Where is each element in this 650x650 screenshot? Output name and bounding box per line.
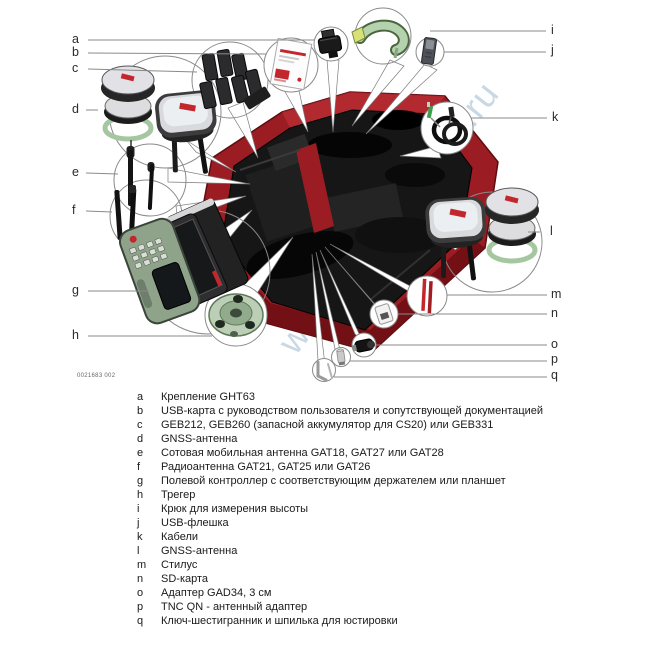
legend-letter: a (137, 391, 144, 403)
battery-pack-icon (199, 49, 271, 110)
callout-label-e: e (72, 165, 79, 179)
callout-label-h: h (72, 328, 79, 342)
legend-letter: g (137, 475, 144, 487)
tribrach-icon (209, 294, 263, 337)
legend-letter: n (137, 573, 144, 585)
legend-row (137, 572, 617, 586)
legend-row (137, 418, 617, 432)
callout-label-d: d (72, 102, 79, 116)
legend-text: USB-карта с руководством пользователя и сопутствующей документацией (161, 405, 544, 417)
usb-doc-card-icon (270, 38, 311, 89)
callout-label-c: c (72, 61, 79, 75)
legend-letter: j (137, 517, 140, 529)
height-hook-icon (352, 26, 404, 58)
legend-row (137, 432, 617, 446)
legend-row (137, 474, 617, 488)
legend-text: Крюк для измерения высоты (161, 503, 309, 515)
legend-letter: p (137, 601, 144, 613)
legend-text: Кабели (161, 531, 199, 543)
legend-text: Крепление GHT63 (161, 391, 255, 403)
legend-letter: l (137, 545, 140, 557)
legend-letter: i (137, 503, 140, 515)
legend-text: USB-флешка (161, 517, 229, 529)
callout-label-o: o (551, 337, 558, 351)
legend-text: Трегер (161, 489, 196, 501)
callout-label-k: k (552, 110, 559, 124)
legend-row (137, 586, 617, 600)
callout-label-m: m (551, 287, 562, 301)
legend-row (137, 390, 617, 404)
legend-letter: o (137, 587, 144, 599)
legend-text: Адаптер GAD34, 3 см (161, 587, 272, 599)
callout-label-a: a (72, 32, 79, 46)
callout-label-n: n (551, 306, 558, 320)
legend-row (137, 614, 617, 628)
callout-label-l: l (550, 224, 553, 238)
legend-text: Полевой контроллер с соответствующим держателем или планшет (161, 475, 506, 487)
legend-letter: c (137, 419, 143, 431)
legend-text: Стилус (161, 559, 198, 571)
legend-row (137, 404, 617, 418)
legend-row (137, 446, 617, 460)
callout-label-b: b (72, 45, 79, 59)
legend-row (137, 460, 617, 474)
callout-label-j: j (551, 43, 554, 57)
legend-row (137, 600, 617, 614)
legend-letter: h (137, 489, 144, 501)
legend-row (137, 530, 617, 544)
parts-legend (137, 390, 617, 628)
legend-row (137, 544, 617, 558)
legend-letter: q (137, 615, 144, 627)
callout-label-g: g (72, 283, 79, 297)
callout-label-f: f (72, 203, 76, 217)
figure-number: 0021683 002 (77, 373, 116, 379)
legend-text: GEB212, GEB260 (запасной аккумулятор для CS20) или GEB331 (161, 419, 494, 431)
legend-text: Радиоантенна GAT21, GAT25 или GAT26 (161, 461, 371, 473)
legend-text: TNC QN - антенный адаптер (161, 601, 308, 613)
callout-label-i: i (551, 23, 554, 37)
legend-letter: b (137, 405, 144, 417)
legend-row (137, 516, 617, 530)
legend-text: SD-карта (161, 573, 209, 585)
legend-row (137, 558, 617, 572)
cellular-antenna-icon (127, 140, 155, 210)
legend-text: GNSS-антенна (161, 433, 238, 445)
legend-text: Ключ-шестигранник и шпилька для юстировки (161, 615, 398, 627)
gnss-antenna-round-icon (485, 188, 539, 261)
legend-letter: d (137, 433, 144, 445)
legend-text: GNSS-антенна (161, 545, 238, 557)
callout-label-q: q (551, 368, 558, 382)
gnss-antenna-round-icon (101, 66, 155, 139)
legend-letter: m (137, 559, 147, 571)
legend-row (137, 502, 617, 516)
legend-letter: e (137, 447, 144, 459)
legend-letter: f (137, 461, 141, 473)
legend-text: Сотовая мобильная антенна GAT18, GAT27 или GAT28 (161, 447, 444, 459)
callout-label-p: p (551, 352, 558, 366)
legend-letter: k (137, 531, 143, 543)
legend-row (137, 488, 617, 502)
